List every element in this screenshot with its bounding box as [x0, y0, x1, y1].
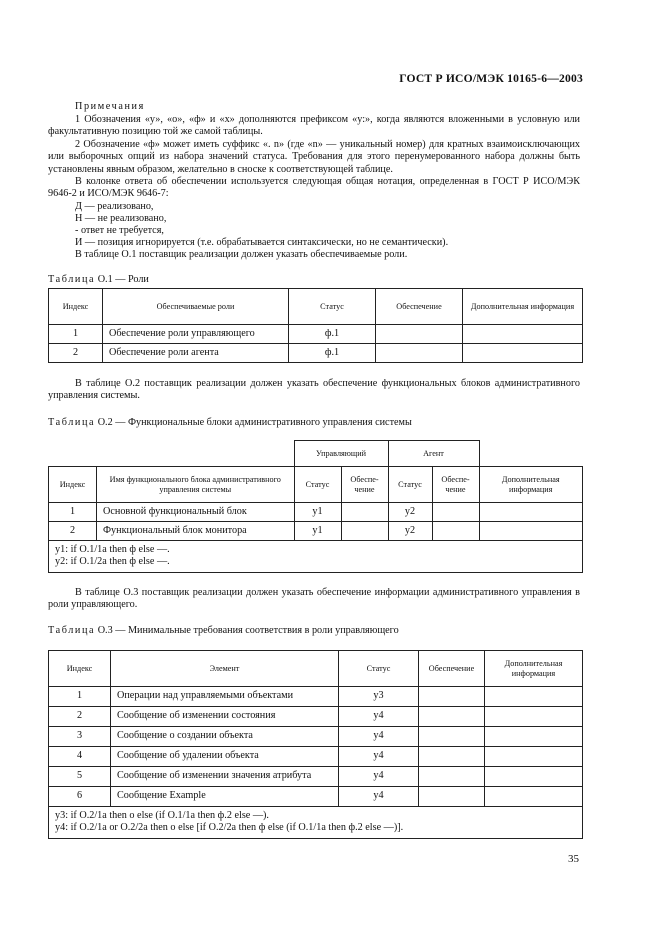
notation-implemented: Д — реализовано, — [75, 201, 154, 212]
table2-caption — [48, 417, 412, 429]
table2-cell: у2 — [388, 503, 432, 522]
table2-cell: Основной функциональный блок — [97, 503, 295, 522]
table3-cell: у4 — [339, 727, 419, 747]
table2-footnote — [49, 541, 583, 573]
table3-cell — [419, 727, 485, 747]
notation-intro: В колонке ответа об обеспечении используется следующая общая нотация, определенная в ГОСТ Р ИСО/МЭК 9646-2 и ИСО/МЭК 9646-7: — [48, 176, 580, 200]
table-row — [49, 503, 583, 522]
table2-cell — [479, 522, 583, 541]
table1-cell — [463, 325, 583, 344]
table1-header: Дополнительная информация — [463, 289, 583, 325]
table3-header: Обеспечение — [419, 651, 485, 687]
table2-spacer — [479, 441, 583, 467]
table-row — [49, 707, 583, 727]
table3-caption — [48, 625, 399, 637]
table-row — [49, 325, 583, 344]
table2-group-agent: Агент — [388, 441, 479, 467]
table1-header: Индекс — [49, 289, 103, 325]
table-roles — [48, 288, 583, 363]
table2-cell — [479, 503, 583, 522]
table3-cell: у3 — [339, 687, 419, 707]
table2-cell — [432, 503, 479, 522]
notation-not-required: - ответ не требуется, — [75, 225, 164, 236]
table3-cell: Сообщение об изменении состояния — [111, 707, 339, 727]
table2-footnote-2: у2: if О.1/2а then ф else —. — [55, 556, 170, 568]
table1-cell — [376, 325, 463, 344]
table-manager-requirements — [48, 650, 583, 839]
page-number: 35 — [568, 853, 579, 865]
table3-cell — [419, 787, 485, 807]
table2-header: Обеспе-чение — [432, 467, 479, 503]
table1-cell: ф.1 — [289, 344, 376, 363]
table3-cell: 2 — [49, 707, 111, 727]
table3-cell — [485, 707, 583, 727]
table3-cell: Сообщение об изменении значения атрибута — [111, 767, 339, 787]
notation-ignored: И — позиция игнорируется (т.е. обрабатывается синтаксически, но не семантически). — [75, 237, 449, 248]
table3-caption-text: О.3 — Минимальные требования соответствия в роли управляющего — [97, 625, 399, 636]
table-function-blocks — [48, 440, 583, 573]
table-row — [49, 727, 583, 747]
table3-header: Элемент — [111, 651, 339, 687]
table-row — [49, 522, 583, 541]
table1-caption — [48, 274, 149, 286]
table-row — [49, 687, 583, 707]
table2-header: Статус — [388, 467, 432, 503]
table3-cell: у4 — [339, 767, 419, 787]
table1-cell — [463, 344, 583, 363]
table3-cell — [419, 747, 485, 767]
table2-cell: Функциональный блок монитора — [97, 522, 295, 541]
notes-heading: Примечания — [75, 101, 145, 112]
table3-cell: 1 — [49, 687, 111, 707]
table2-header: Имя функционального блока административного управления системы — [97, 467, 295, 503]
table3-cell: Сообщение Example — [111, 787, 339, 807]
table3-intro: В таблице О.3 поставщик реализации должен указать обеспечение информации административного управления в роли управляющего. — [48, 587, 580, 611]
table3-cell — [485, 767, 583, 787]
table3-footnote-2: у4: if О.2/1а or О.2/2а then о else [if О.2/2а then ф else (if О.1/1а then ф.2 else —)]. — [55, 822, 404, 834]
note-1: 1 Обозначения «у», «о», «ф» и «х» дополняются префиксом «у:», когда являются вложенными в условную или факультативную позицию той же самой таблицы. — [48, 114, 580, 138]
table1-caption-label: Таблица — [48, 274, 96, 285]
table3-cell: Операции над управляемыми объектами — [111, 687, 339, 707]
table3-header: Статус — [339, 651, 419, 687]
table2-footnote-row — [49, 541, 583, 573]
table1-cell: 1 — [49, 325, 103, 344]
table3-cell — [419, 767, 485, 787]
table3-header-row — [49, 651, 583, 687]
table3-cell: 4 — [49, 747, 111, 767]
table3-cell — [485, 747, 583, 767]
table3-cell: Сообщение об удалении объекта — [111, 747, 339, 767]
table3-cell: у4 — [339, 707, 419, 727]
table2-footnote-1: у1: if О.1/1а then ф else —. — [55, 544, 170, 555]
table2-cell: у1 — [294, 503, 341, 522]
table-row — [49, 787, 583, 807]
table3-footnote — [49, 807, 583, 839]
note-2: 2 Обозначение «ф» может иметь суффикс «. n» (где «n» — уникальный номер) для кратных взаимоисключающих или выборочных опций из набора значений статуса. Требования для этого перенумерованного набора должны быть установлены явным образом, желательно в сноске к соответствующей таблице. — [48, 139, 580, 175]
table3-cell: 6 — [49, 787, 111, 807]
page-header-title: ГОСТ Р ИСО/МЭК 10165-6—2003 — [399, 72, 583, 85]
table3-cell — [485, 787, 583, 807]
table2-cell — [432, 522, 479, 541]
table3-footnote-row — [49, 807, 583, 839]
table1-cell — [376, 344, 463, 363]
table3-cell: у4 — [339, 787, 419, 807]
table2-cell: 1 — [49, 503, 97, 522]
table2-cell — [341, 522, 388, 541]
table1-intro: В таблице О.1 поставщик реализации должен указать обеспечиваемые роли. — [75, 249, 408, 260]
table3-cell: у4 — [339, 747, 419, 767]
table2-header: Индекс — [49, 467, 97, 503]
table3-cell: Сообщение о создании объекта — [111, 727, 339, 747]
table3-cell — [419, 687, 485, 707]
table3-footnote-1: у3: if О.2/1а then о else (if О.1/1а then ф.2 else —). — [55, 810, 269, 821]
table3-caption-label: Таблица — [48, 625, 96, 636]
table1-header: Обеспечиваемые роли — [103, 289, 289, 325]
table-row — [49, 747, 583, 767]
notation-not-implemented: Н — не реализовано, — [75, 213, 167, 224]
table-row — [49, 767, 583, 787]
table2-cell — [341, 503, 388, 522]
table2-header: Дополнительная информация — [479, 467, 583, 503]
table1-header: Статус — [289, 289, 376, 325]
table3-header: Индекс — [49, 651, 111, 687]
table2-header: Статус — [294, 467, 341, 503]
table2-group-header-row — [49, 441, 583, 467]
table2-spacer — [49, 441, 97, 467]
table2-cell: у2 — [388, 522, 432, 541]
table3-cell — [485, 687, 583, 707]
table1-cell: 2 — [49, 344, 103, 363]
table1-cell: Обеспечение роли управляющего — [103, 325, 289, 344]
table1-cell: ф.1 — [289, 325, 376, 344]
table3-header: Дополнительная информация — [485, 651, 583, 687]
table1-header: Обеспечение — [376, 289, 463, 325]
table1-header-row — [49, 289, 583, 325]
table1-caption-text: О.1 — Роли — [97, 274, 149, 285]
table2-cell: 2 — [49, 522, 97, 541]
table2-header-row — [49, 467, 583, 503]
table2-group-manager: Управляющий — [294, 441, 388, 467]
table3-cell — [485, 727, 583, 747]
table1-cell: Обеспечение роли агента — [103, 344, 289, 363]
table3-cell: 3 — [49, 727, 111, 747]
table2-caption-label: Таблица — [48, 417, 96, 428]
table2-caption-text: О.2 — Функциональные блоки административного управления системы — [97, 417, 412, 428]
table2-spacer — [97, 441, 295, 467]
table3-cell — [419, 707, 485, 727]
table-row — [49, 344, 583, 363]
table2-intro: В таблице О.2 поставщик реализации должен указать обеспечение функциональных блоков административного управления системы. — [48, 378, 580, 402]
table2-cell: у1 — [294, 522, 341, 541]
table3-cell: 5 — [49, 767, 111, 787]
table2-header: Обеспе-чение — [341, 467, 388, 503]
